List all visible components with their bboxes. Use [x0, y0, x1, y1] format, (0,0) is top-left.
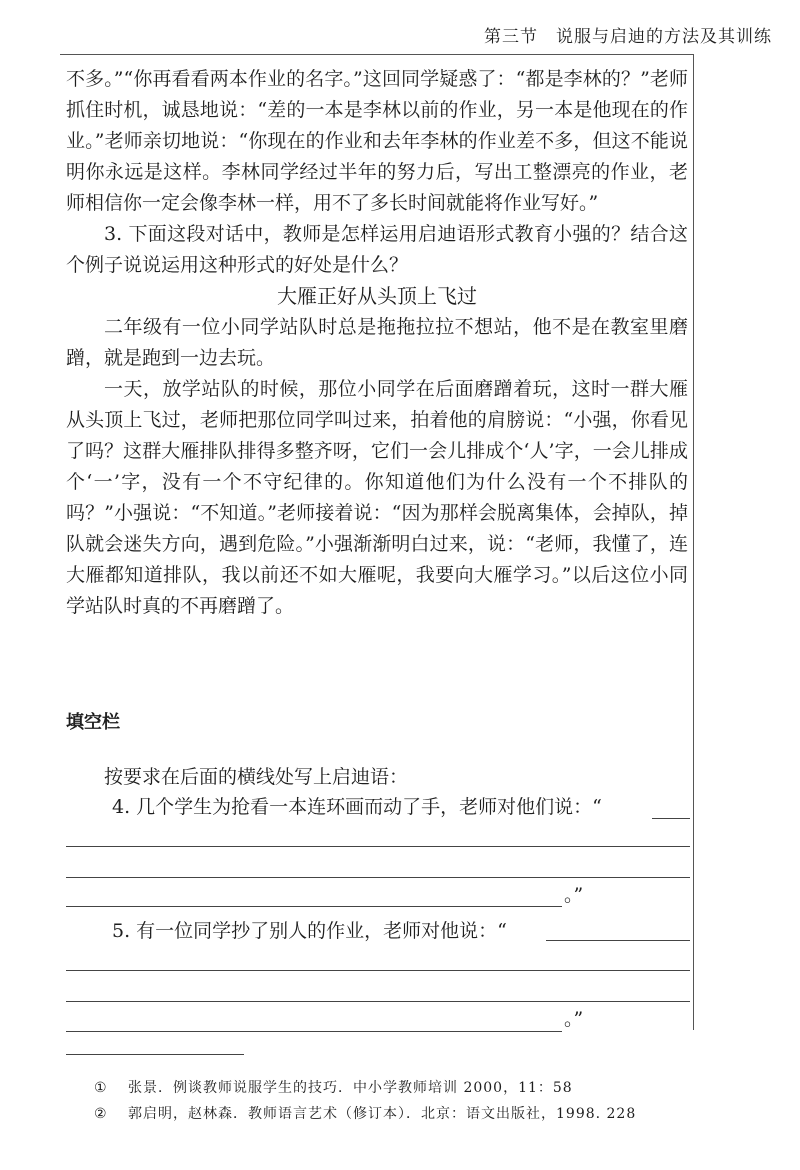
main-text	[66, 64, 688, 622]
answer-blank-5d[interactable]	[66, 1031, 562, 1032]
fill-instructions: 按要求在后面的横线处写上启迪语：	[104, 766, 409, 788]
closing-quote-5: 。”	[564, 1008, 584, 1030]
footnote-2	[94, 1103, 636, 1123]
answer-blank-5a[interactable]	[546, 940, 690, 941]
answer-blank-4c[interactable]	[66, 877, 690, 878]
question-5: 5. 有一位同学抄了别人的作业，老师对他说：“	[112, 920, 507, 942]
margin-rule	[693, 54, 694, 1030]
page-header: 第三节 说服与启迪的方法及其训练	[484, 27, 772, 47]
answer-blank-5c[interactable]	[66, 1001, 690, 1002]
footnote-rule	[66, 1054, 244, 1055]
footnote-mark: ①	[94, 1080, 108, 1096]
section-heading: 填空栏	[66, 712, 120, 733]
answer-blank-4d[interactable]	[66, 906, 562, 907]
footnote-mark: ②	[94, 1106, 108, 1122]
header-rule	[60, 54, 694, 55]
story-paragraph-2: 一天，放学站队的时候，那位小同学在后面磨蹭着玩，这时一群大雁从头顶上飞过，老师把那位同学叫过来，拍着他的肩膀说：“小强，你看见了吗？这群大雁排队排得多整齐呀，它们一会儿排成个‘人’字，一会儿排成个‘一’字，没有一个不守纪律的。你知道他们为什么没有一个不排队的吗？”小强说：“不知道。”老师接着说：“因为那样会脱离集体，会掉队，掉队就会迷失方向，遇到危险。”小强渐渐明白过来，说：“老师，我懂了，连大雁都知道排队，我以前还不如大雁呢，我要向大雁学习。”以后这位小同学站队时真的不再磨蹭了。	[66, 378, 688, 617]
answer-blank-4b[interactable]	[66, 846, 690, 847]
footnote-text: 郭启明，赵林森．教师语言艺术（修订本）．北京：语文出版社，1998. 228	[128, 1106, 637, 1122]
answer-blank-5b[interactable]	[66, 970, 690, 971]
story-title: 大雁正好从头顶上飞过	[277, 284, 477, 308]
footnote-text: 张景．例谈教师说服学生的技巧．中小学教师培训 2000，11：58	[128, 1080, 573, 1096]
answer-blank-4a[interactable]	[652, 818, 690, 819]
story-paragraph-1: 二年级有一位小同学站队时总是拖拖拉拉不想站，他不是在教室里磨蹭，就是跑到一边去玩。	[66, 316, 688, 369]
footnote-1	[94, 1077, 573, 1097]
paragraph-continued: 不多。”“你再看看两本作业的名字。”这回同学疑惑了：“都是李林的？”老师抓住时机，诚恳地说：“差的一本是李林以前的作业，另一本是他现在的作业。”老师亲切地说：“你现在的作业和去年李林的作业差不多，但这不能说明你永远是这样。李林同学经过半年的努力后，写出工整漂亮的作业，老师相信你一定会像李林一样，用不了多长时间就能将作业写好。”	[66, 68, 688, 214]
question-4: 4. 几个学生为抢看一本连环画而动了手，老师对他们说：“	[112, 796, 602, 818]
question-3: 3. 下面这段对话中，教师是怎样运用启迪语形式教育小强的？结合这个例子说说运用这种形式的好处是什么？	[66, 223, 688, 276]
closing-quote-4: 。”	[564, 884, 584, 906]
